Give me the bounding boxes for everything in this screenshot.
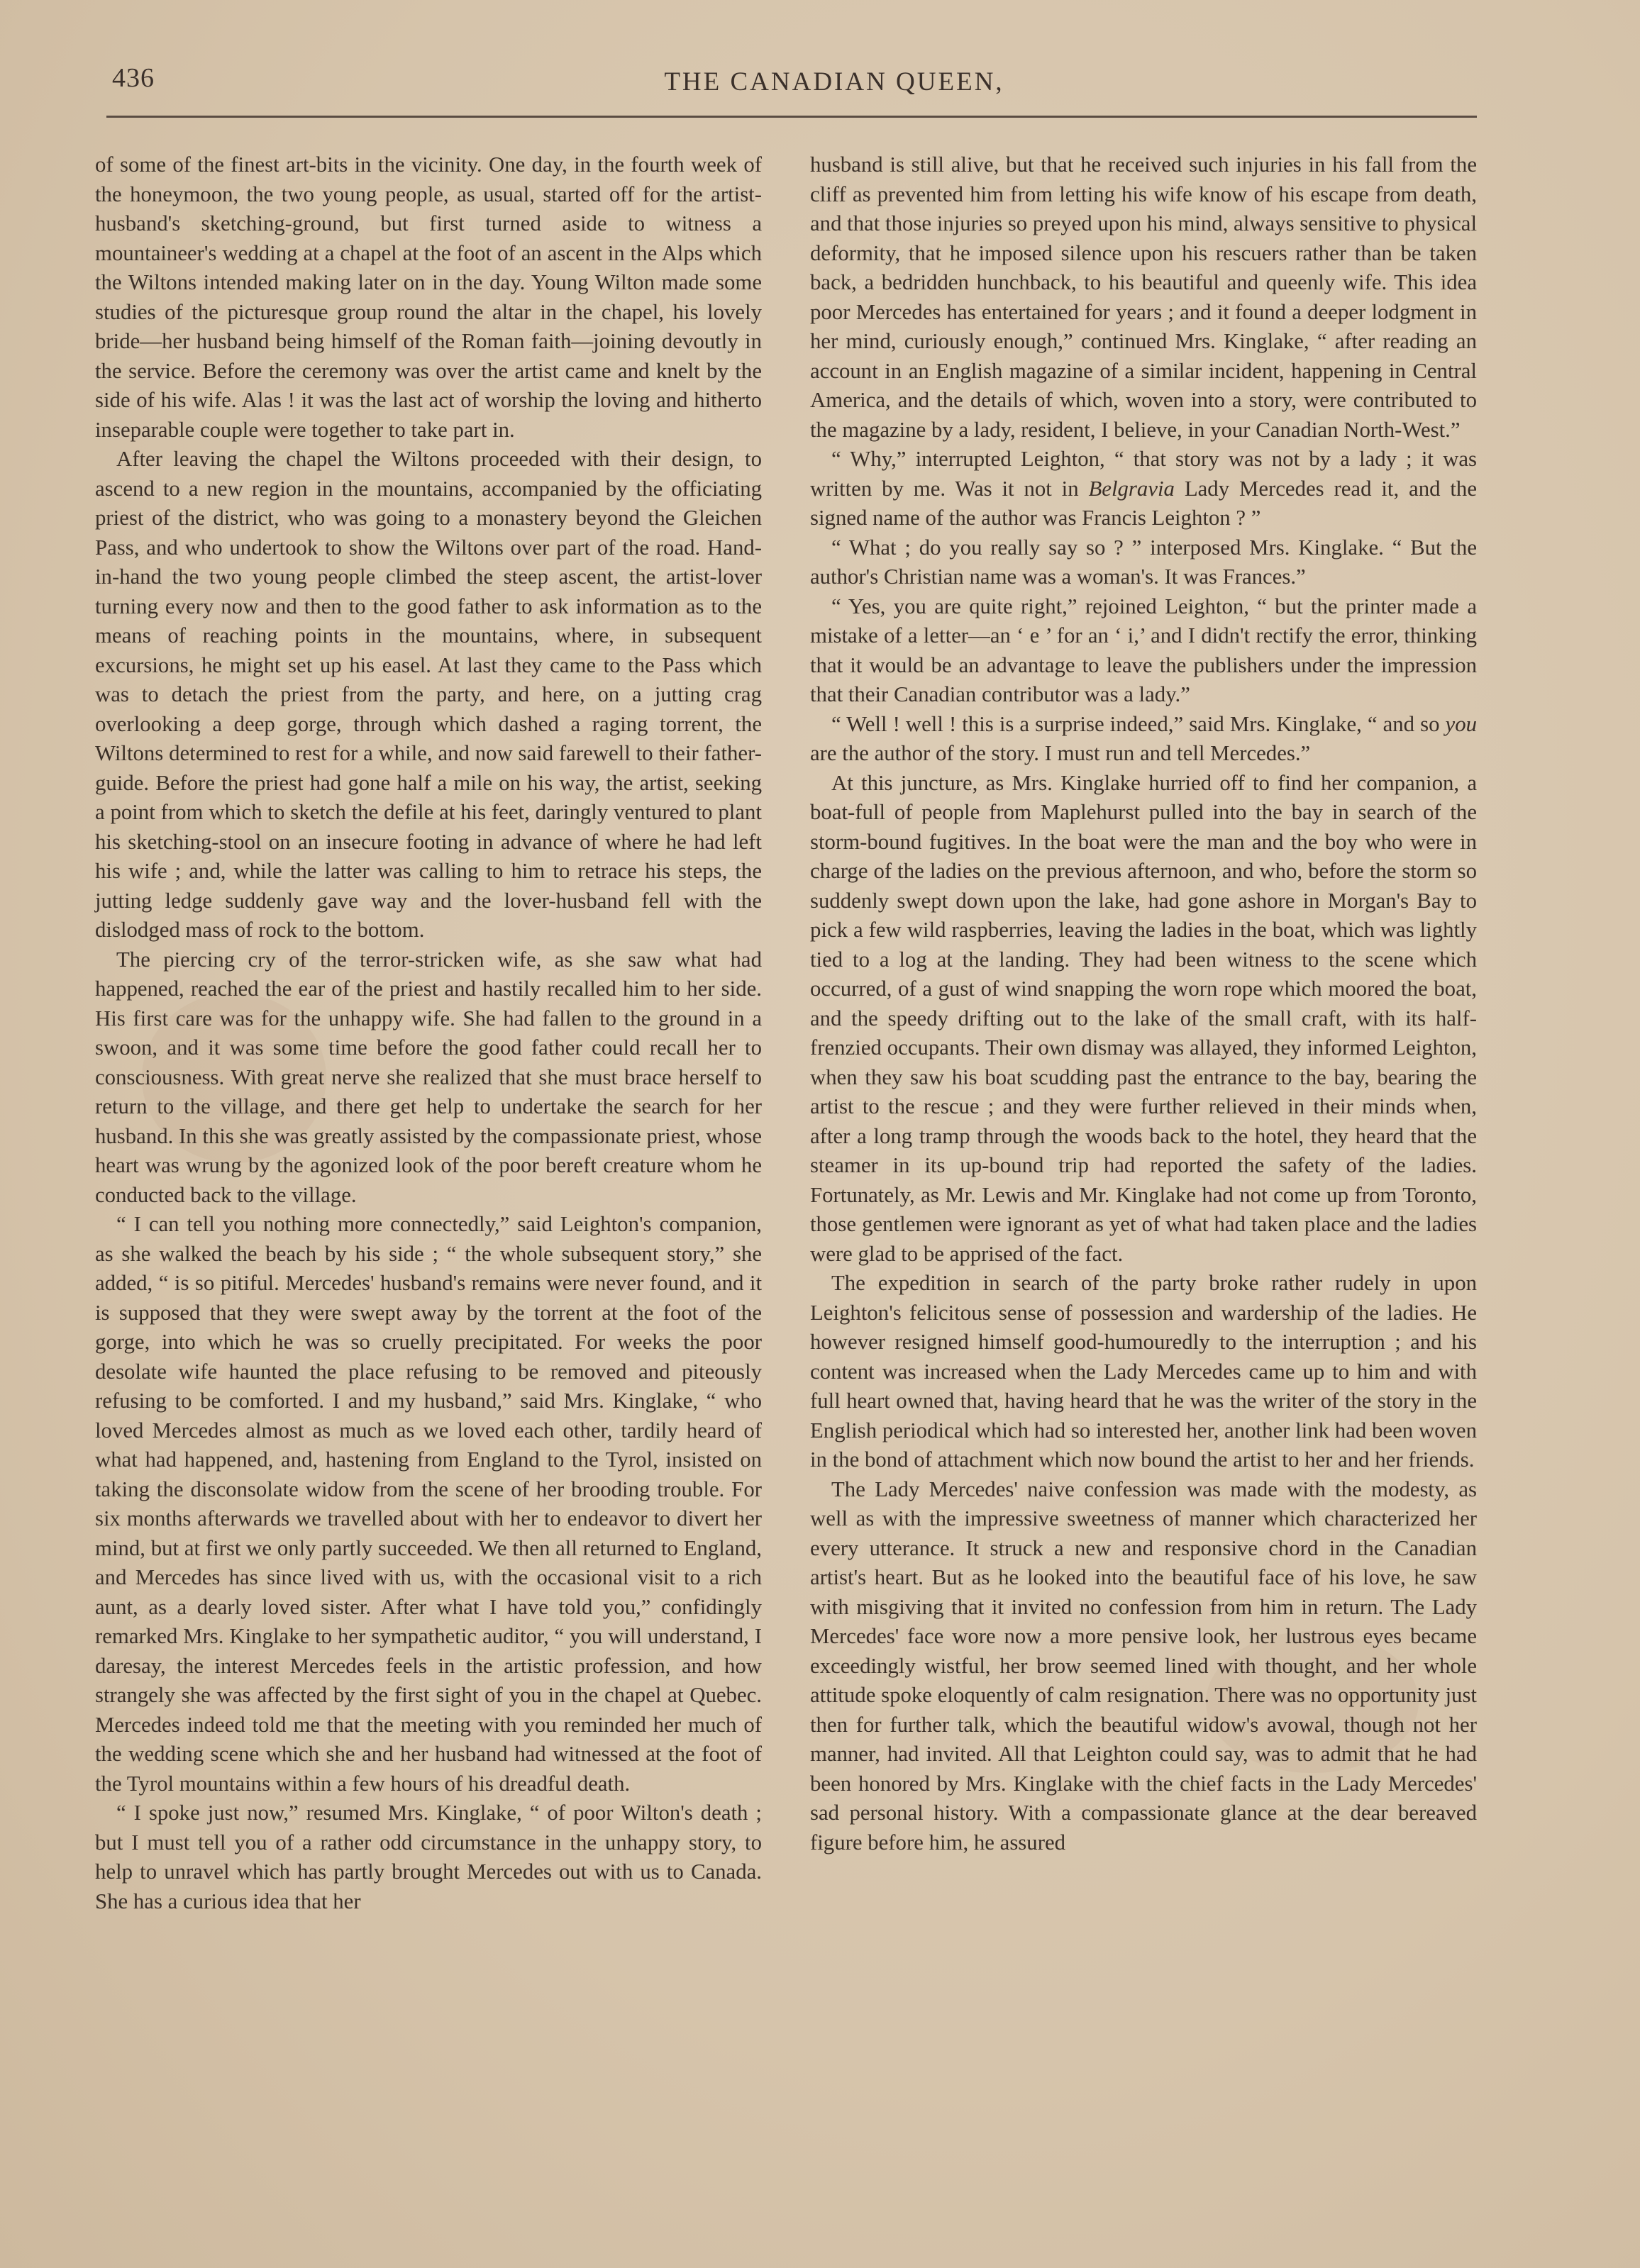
paragraph xyxy=(810,592,1477,710)
paragraph-text: are the author of the story. I must run and tell Mercedes.” xyxy=(810,741,1311,765)
paragraph-text: of some of the finest art-bits in the vicinity. One day, in the fourth week of the honeymoon, the two young people, as usual, started off for the artist-husband's sketching-ground, but first turned aside to witness a mountaineer's wedding at a chapel at the foot of an ascent in the Alps which the Wiltons intended making later on in the day. Young Wilton made some studies of the picturesque group round the altar in the chapel, his lovely bride—her husband being himself of the Roman faith—joining devoutly in the service. Before the ceremony was over the artist came and knelt by the side of his wife. Alas ! it was the last act of worship the loving and hitherto inseparable couple were together to take part in. xyxy=(95,152,762,442)
paragraph xyxy=(810,769,1477,1269)
paragraph-text: “ Well ! well ! this is a surprise indeed,” said Mrs. Kinglake, “ and so xyxy=(831,711,1446,736)
left-text-column xyxy=(95,150,762,1916)
paragraph xyxy=(95,945,762,1211)
page-number: 436 xyxy=(112,63,155,93)
paragraph-text: The piercing cry of the terror-stricken wife, as she saw what had happened, reached the ear of the priest and hastily recalled him to her side. His first care was for the unhappy wife. She had fallen to the ground in a swoon, and it was some time before the good father could recall her to consciousness. With great nerve she realized that she must brace herself to return to the village, and there get help to undertake the search for her husband. In this she was greatly assisted by the compassionate priest, whose heart was wrung by the agonized look of the poor bereft creature whom he conducted back to the village. xyxy=(95,947,762,1207)
italic-text: you xyxy=(1445,711,1477,736)
paragraph-text: At this juncture, as Mrs. Kinglake hurried off to find her companion, a boat-full of people from Maplehurst pulled into the bay in search of the storm-bound fugitives. In the boat were the man and the boy who were in charge of the ladies on the previous afternoon, and who, before the storm so suddenly swept down upon the lake, had gone ashore in Morgan's Bay to pick a few wild raspberries, leaving the ladies in the boat, which was lightly tied to a log at the landing. They had been witness to the scene which occurred, of a gust of wind snapping the worn rope which moored the boat, and the speedy drifting out to the lake of the small craft, with its half-frenzied occupants. Their own dismay was allayed, they informed Leighton, when they saw his boat scudding past the entrance to the bay, bearing the artist to the rescue ; and they were further relieved in their minds when, after a long tramp through the woods back to the hotel, they heard that the steamer in its up-bound trip had reported the safety of the ladies. Fortunately, as Mr. Lewis and Mr. Kinglake had not come up from Toronto, those gentlemen were ignorant as yet of what had taken place and the ladies were glad to be apprised of the fact. xyxy=(810,770,1477,1266)
paragraph-text: “ What ; do you really say so ? ” interposed Mrs. Kinglake. “ But the author's Christian name was a woman's. It was Frances.” xyxy=(810,535,1477,589)
paragraph-text: After leaving the chapel the Wiltons proceeded with their design, to ascend to a new region in the mountains, accompanied by the officiating priest of the district, who was going to a monastery beyond the Gleichen Pass, and who undertook to show the Wiltons over part of the road. Hand-in-hand the two young people climbed the steep ascent, the artist-lover turning every now and then to the good father to ask information as to the means of reaching points in the mountains, where, in subsequent excursions, he might set up his easel. At last they came to the Pass which was to detach the priest from the party, and here, on a jutting crag overlooking a deep gorge, through which dashed a raging torrent, the Wiltons determined to rest for a while, and now said farewell to their father-guide. Before the priest had gone half a mile on his way, the artist, seeking a point from which to sketch the defile at his feet, daringly ventured to plant his sketching-stool on an insecure footing in advance of where he had left his wife ; and, while the latter was calling to him to retrace his steps, the jutting ledge suddenly gave way and the lover-husband fell with the dislodged mass of rock to the bottom. xyxy=(95,447,762,942)
paragraph-text: husband is still alive, but that he received such injuries in his fall from the cliff as prevented him from letting his wife know of his escape from death, and that those injuries so preyed upon his mind, always sensitive to physical deformity, that he imposed silence upon his rescuers rather than be taken back, a bedridden hunchback, to his beautiful and queenly wife. This idea poor Mercedes has entertained for years ; and it found a deeper lodgment in her mind, curiously enough,” continued Mrs. Kinglake, “ after reading an account in an English magazine of a similar incident, happening in Central America, and the details of which, woven into a story, were contributed to the magazine by a lady, resident, I believe, in your Canadian North-West.” xyxy=(810,152,1478,442)
paragraph xyxy=(810,710,1477,769)
paragraph xyxy=(95,1210,762,1799)
paragraph-text: The expedition in search of the party broke rather rudely in upon Leighton's felicitous sense of possession and wardership of the ladies. He however resigned himself good-humouredly to the interruption ; and his content was increased when the Lady Mercedes came up to him and with full heart owned that, having heard that he was the writer of the story in the English periodical which had so interested her, another link had been woven in the bond of attachment which now bound the artist to her and her friends. xyxy=(810,1271,1477,1472)
paragraph-text: “ I spoke just now,” resumed Mrs. Kinglake, “ of poor Wilton's death ; but I must tell you of a rather odd circumstance in the unhappy story, to help to unravel which has partly brought Mercedes out with us to Canada. She has a curious idea that her xyxy=(95,1801,762,1913)
paragraph-text: The Lady Mercedes' naive confession was made with the modesty, as well as with the impressive sweetness of manner which characterized her every utterance. It struck a new and responsive chord in the Canadian artist's heart. But as he looked into the beautiful face of his love, he saw with misgiving that it invited no confession from him in return. The Lady Mercedes' face wore now a more pensive look, her lustrous eyes became exceedingly wistful, her brow seemed lined with thought, and her whole attitude spoke eloquently of calm resignation. There was no opportunity just then for further talk, which the beautiful widow's avowal, though not her manner, had invited. All that Leighton could say, was to admit that he had been honored by Mrs. Kinglake with the chief facts in the Lady Mercedes' sad personal history. With a compassionate glance at the dear bereaved figure before him, he assured xyxy=(810,1477,1477,1855)
paragraph xyxy=(95,150,762,445)
paragraph xyxy=(95,1799,762,1916)
paragraph xyxy=(810,445,1477,533)
paragraph xyxy=(95,445,762,945)
paragraph-text: “ Yes, you are quite right,” rejoined Leighton, “ but the printer made a mistake of a letter—an ‘ e ’ for an ‘ i,’ and I didn't rectify the error, thinking that it would be an advantage to leave the publishers under the impression that their Canadian contributor was a lady.” xyxy=(810,594,1477,706)
right-text-column xyxy=(810,150,1477,1857)
paragraph xyxy=(810,533,1477,592)
paragraph-text: “ Why,” interrupted Leighton, “ that story was not by a lady ; it was written by me. Was it not in xyxy=(810,447,1477,501)
paragraph-text: “ I can tell you nothing more connectedly,” said Leighton's companion, as she walked the beach by his side ; “ the whole subsequent story,” she added, “ is so pitiful. Mercedes' husband's remains were never found, and it is supposed that they were swept away by the torrent at the foot of the gorge, into which he was so cruelly precipitated. For weeks the poor desolate wife haunted the place refusing to be removed and piteously refusing to be comforted. I and my husband,” said Mrs. Kinglake, “ who loved Mercedes almost as much as we loved each other, tardily heard of what had happened, and, hastening from England to the Tyrol, insisted on taking the disconsolate widow from the scene of her brooding trouble. For six months afterwards we travelled about with her to endeavor to divert her mind, but at first we only partly succeeded. We then all returned to England, and Mercedes has since lived with us, with the occasional visit to a rich aunt, as a dearly loved sister. After what I have told you,” confidingly remarked Mrs. Kinglake to her sympathetic auditor, “ you will understand, I daresay, the interest Mercedes feels in the artistic profession, and how strangely she was affected by the first sight of you in the chapel at Quebec. Mercedes indeed told me that the meeting with you reminded her much of the wedding scene which she and her husband had witnessed at the foot of the Tyrol mountains within a few hours of his dreadful death. xyxy=(95,1212,762,1796)
paragraph-text: Lady Mercedes read it, and the signed name of the author was Francis Leighton ? ” xyxy=(810,476,1477,530)
italic-text: Belgravia xyxy=(1088,476,1175,501)
header-rule xyxy=(106,116,1477,118)
paragraph xyxy=(810,150,1477,445)
running-head: THE CANADIAN QUEEN, xyxy=(664,67,1004,96)
paragraph xyxy=(810,1475,1477,1858)
paragraph xyxy=(810,1269,1477,1475)
